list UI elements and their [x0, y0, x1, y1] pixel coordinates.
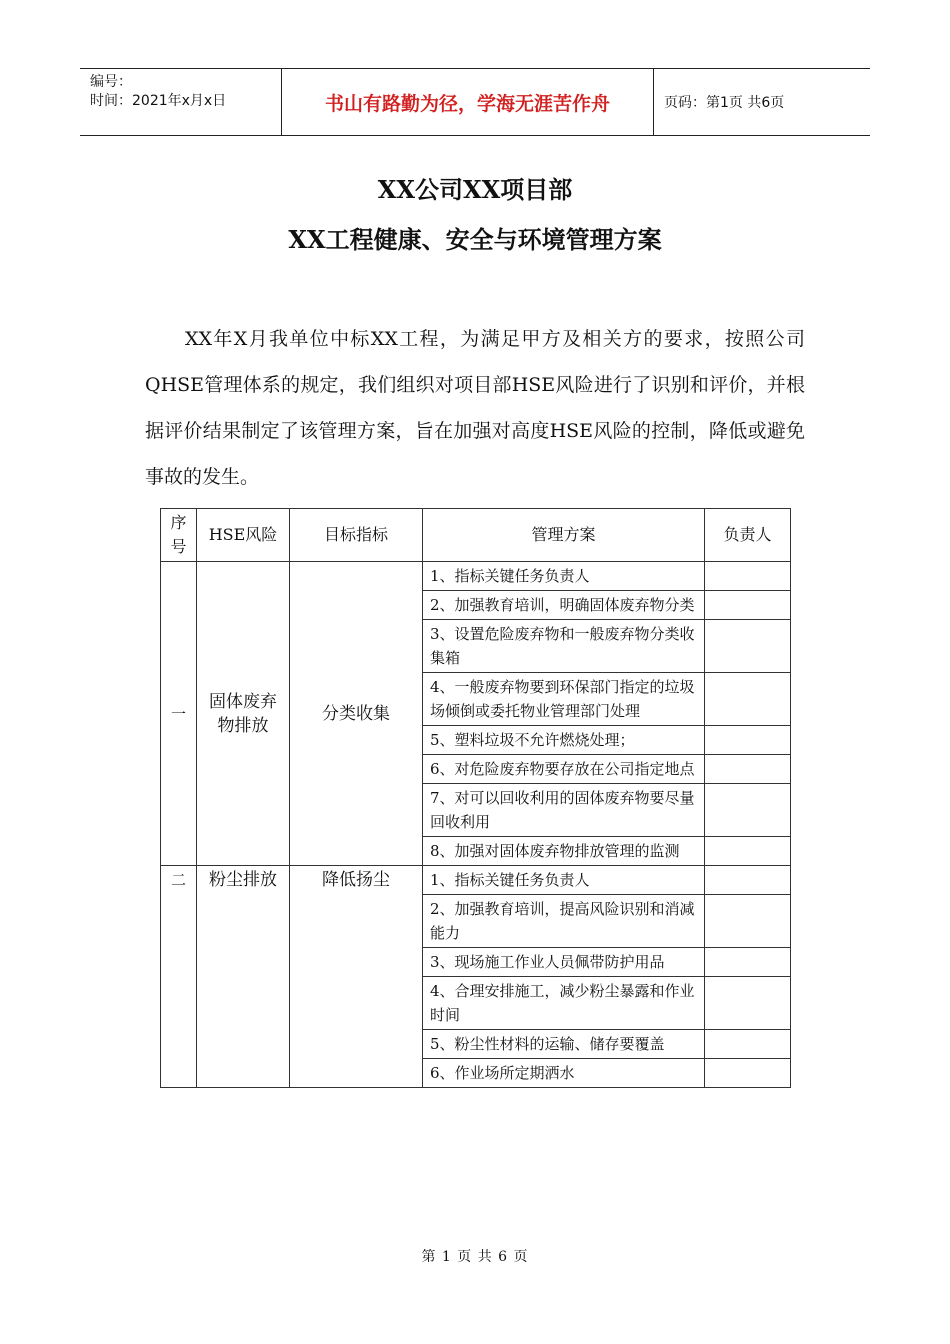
col-header-target: 目标指标	[290, 509, 423, 562]
measure-cell: 4、一般废弃物要到环保部门指定的垃圾场倾倒或委托物业管理部门处理	[423, 673, 705, 726]
number-label: 编号：	[90, 74, 132, 90]
measure-cell: 1、指标关键任务负责人	[423, 562, 705, 591]
measure-cell: 5、塑料垃圾不允许燃烧处理；	[423, 726, 705, 755]
group-number: 一	[161, 562, 197, 866]
col-header-no: 序号	[161, 509, 197, 562]
measure-cell: 4、合理安排施工，减少粉尘暴露和作业时间	[423, 977, 705, 1030]
owner-cell	[705, 977, 791, 1030]
owner-cell	[705, 591, 791, 620]
target-cell: 降低扬尘	[290, 866, 423, 1088]
owner-cell	[705, 837, 791, 866]
owner-cell	[705, 1059, 791, 1088]
document-title-line1: XX公司XX项目部	[377, 175, 573, 204]
intro-paragraph: XX年X月我单位中标XX工程，为满足甲方及相关方的要求，按照公司QHSE管理体系的规定，我们组织对项目部HSE风险进行了识别和评价，并根据评价结果制定了该管理方案，旨在加强对高度HSE风险的控制，降低或避免事故的发生。	[145, 328, 805, 488]
owner-cell	[705, 895, 791, 948]
table-row	[161, 866, 791, 895]
page-footer: 第 1 页 共 6 页	[421, 1249, 529, 1265]
group-number: 二	[161, 866, 197, 1088]
measure-cell: 5、粉尘性材料的运输、储存要覆盖	[423, 1030, 705, 1059]
time-label: 时间：2021年x月x日	[90, 93, 227, 109]
hse-risk-cell: 粉尘排放	[197, 866, 290, 1088]
measure-cell: 3、设置危险废弃物和一般废弃物分类收集箱	[423, 620, 705, 673]
measure-cell: 8、加强对固体废弃物排放管理的监测	[423, 837, 705, 866]
owner-cell	[705, 1030, 791, 1059]
owner-cell	[705, 673, 791, 726]
owner-cell	[705, 784, 791, 837]
measure-cell: 6、作业场所定期洒水	[423, 1059, 705, 1088]
measure-cell: 2、加强教育培训，提高风险识别和消减能力	[423, 895, 705, 948]
col-header-risk: HSE风险	[197, 509, 290, 562]
table-body	[161, 562, 791, 1088]
measure-cell: 2、加强教育培训，明确固体废弃物分类	[423, 591, 705, 620]
measure-cell: 1、指标关键任务负责人	[423, 866, 705, 895]
header-page-info: 页码：第1页 共6页	[664, 95, 785, 111]
header-slogan: 书山有路勤为径，学海无涯苦作舟	[282, 69, 654, 135]
target-cell: 分类收集	[290, 562, 423, 866]
hse-plan-table	[160, 508, 791, 1088]
table-row	[161, 562, 791, 591]
owner-cell	[705, 620, 791, 673]
table-header-row	[161, 509, 791, 562]
owner-cell	[705, 948, 791, 977]
owner-cell	[705, 562, 791, 591]
owner-cell	[705, 755, 791, 784]
owner-cell	[705, 726, 791, 755]
page-header	[80, 68, 870, 136]
col-header-plan: 管理方案	[423, 509, 705, 562]
measure-cell: 3、现场施工作业人员佩带防护用品	[423, 948, 705, 977]
hse-risk-cell: 固体废弃物排放	[197, 562, 290, 866]
measure-cell: 6、对危险废弃物要存放在公司指定地点	[423, 755, 705, 784]
header-meta	[80, 69, 282, 135]
document-title-line2: XX工程健康、安全与环境管理方案	[288, 225, 662, 254]
col-header-owner: 负责人	[705, 509, 791, 562]
measure-cell: 7、对可以回收利用的固体废弃物要尽量回收利用	[423, 784, 705, 837]
owner-cell	[705, 866, 791, 895]
